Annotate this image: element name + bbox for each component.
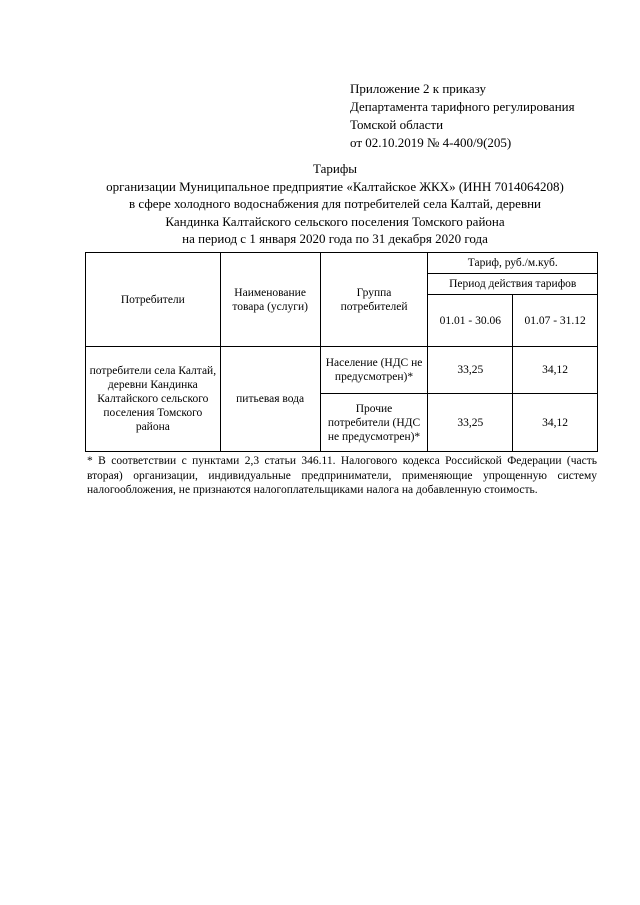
- cell-group: Население (НДС не предусмотрен)*: [320, 347, 428, 394]
- header-product: Наименование товара (услуги): [220, 253, 320, 347]
- title-line: организации Муниципальное предприятие «Калтайское ЖКХ» (ИНН 7014064208): [106, 178, 564, 194]
- cell-tariff-p2: 34,12: [513, 347, 598, 394]
- title-line: в сфере холодного водоснабжения для потребителей села Калтай, деревни: [129, 196, 541, 211]
- appendix-line: Департамента тарифного регулирования: [350, 99, 575, 114]
- title-line: на период с 1 января 2020 года по 31 декабря 2020 года: [182, 231, 488, 246]
- footnote: * В соответствии с пунктами 2,3 статьи 346.11. Налогового кодекса Российской Федерации (часть вторая) организации, индивидуальные предприниматели, применяющие упрощенную систему налогообложения, не признаются налогоплательщиками налога на добавленную стоимость.: [87, 455, 597, 496]
- cell-group: Прочие потребители (НДС не предусмотрен)*: [320, 394, 428, 452]
- tariff-table: [85, 252, 598, 452]
- appendix-block: [350, 80, 575, 152]
- appendix-line: Томской области: [350, 117, 444, 132]
- header-period-1: 01.01 - 30.06: [428, 295, 513, 347]
- document-title: [70, 160, 600, 248]
- appendix-line: от 02.10.2019 № 4-400/9(205): [350, 135, 512, 150]
- appendix-line: Приложение 2 к приказу: [350, 81, 487, 96]
- cell-tariff-p1: 33,25: [428, 394, 513, 452]
- header-group: Группа потребителей: [320, 253, 428, 347]
- header-consumers: Потребители: [86, 253, 221, 347]
- cell-product: питьевая вода: [220, 347, 320, 452]
- header-period: Период действия тарифов: [428, 274, 598, 295]
- cell-consumers: потребители села Калтай, деревни Кандинка Калтайского сельского поселения Томского района: [86, 347, 221, 452]
- title-line: Кандинка Калтайского сельского поселения Томского района: [165, 213, 505, 229]
- header-tariff: Тариф, руб./м.куб.: [428, 253, 598, 274]
- header-period-2: 01.07 - 31.12: [513, 295, 598, 347]
- cell-tariff-p1: 33,25: [428, 347, 513, 394]
- title-heading: Тарифы: [312, 161, 357, 176]
- cell-tariff-p2: 34,12: [513, 394, 598, 452]
